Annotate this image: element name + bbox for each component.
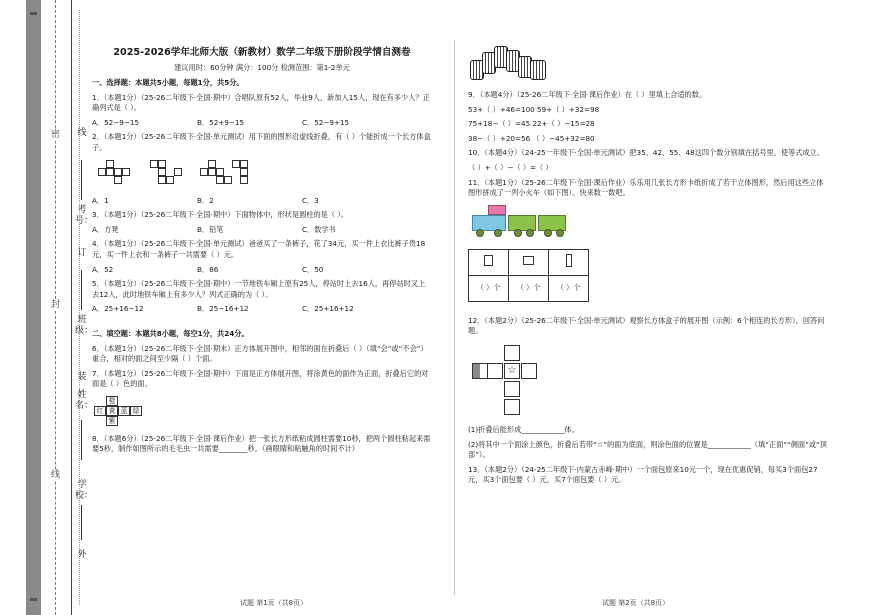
bar-notch: [30, 12, 37, 15]
question-1-options: [92, 118, 432, 129]
field-mark: 线: [77, 128, 87, 138]
field-mark: 装: [77, 372, 87, 382]
seal-char: 密: [50, 130, 60, 140]
option-a[interactable]: A．1: [92, 195, 109, 205]
section-heading: 一、选择题：本题共5小题，每题1分，共5分。: [92, 78, 244, 87]
train-car: [538, 215, 566, 231]
question-4-options: [92, 265, 432, 276]
dotted-cut-line: [79, 10, 80, 605]
question-10-equation: （ ）+（ ）−（ ）=（ ）: [468, 162, 553, 172]
option-b[interactable]: B．铅笔: [197, 224, 224, 234]
cylinder-segment: [530, 60, 546, 80]
field-mark: 外: [77, 550, 87, 560]
question-11: 11．（本题1分）（25-26二年级下·全国·课后作业）乐乐用几张长方形卡纸折成了若干立体图形，然后用这些立体图形拼成了一列小火车（如下图）。快来数一数吧。: [468, 177, 824, 198]
question-2: 2．（本题1分）（25-26二年级下·全国·单元测试）用下面的图形沿虚线折叠，有（ ）个能折成一个长方体盒子。: [92, 132, 431, 152]
train-wheel: [526, 229, 534, 237]
count-cell[interactable]: （ ）个: [509, 275, 549, 301]
field-mark: 订: [77, 248, 87, 258]
question-12: 12．（本题2分）（25-26二年级下·全国·单元测试）观察长方体盒子的展开图（示例：6个相连的长方形），回答问题。: [468, 315, 825, 336]
question-2-options: [92, 196, 432, 207]
cylinder-icon: [566, 254, 572, 267]
page-divider: [454, 40, 455, 595]
question-3-options: [92, 225, 432, 236]
field-line: [81, 160, 82, 200]
question-4: 4．（本题1分）（25-26二年级下·全国·单元测试）爸爸买了一条裤子，花了34元，买一件上衣比裤子贵18元，买一件上衣和一条裤子一共需要（ ）元。: [92, 239, 426, 259]
question-5-options: [92, 304, 432, 315]
train-wheel: [556, 229, 564, 237]
option-a[interactable]: A．方凳: [92, 224, 119, 234]
train-wheel: [544, 229, 552, 237]
student-info-column: [71, 0, 93, 615]
net-cell: 红: [94, 406, 106, 416]
net-cell: 橙: [106, 396, 118, 406]
field-line: [81, 420, 82, 460]
cuboid-icon: [523, 256, 534, 265]
section-heading: 二、填空题：本题共8小题，每空1分，共24分。: [92, 328, 249, 338]
exam-title: 2025-2026学年北师大版（新教材）数学二年级下册阶段学情自测卷: [113, 47, 411, 58]
question-8: 8．（本题6分）（25-26二年级下·全国·课后作业）把一张长方形纸粘成圆柱需要10秒，把两个圆柱粘起来需要5秒，制作如图所示的毛毛虫一共需要________秒。（画眼睛和粘触角的时间不计）: [92, 433, 431, 454]
net-cell: 绿: [130, 406, 142, 416]
shape-prism-cell: [549, 249, 589, 275]
net-cell: [504, 381, 520, 397]
field-class: 班级：: [75, 315, 94, 336]
option-b[interactable]: B．52+9−15: [197, 117, 245, 127]
binding-gray-bar: [26, 0, 41, 615]
question-9-line: 75+18−（ ）=45 22+（ ）−15=28: [468, 119, 595, 129]
field-exam-no: 考号：: [75, 205, 94, 226]
seal-column: [41, 0, 71, 615]
option-a[interactable]: A．25+16−12: [92, 304, 144, 314]
bar-notch: [30, 598, 37, 601]
seal-char: 封: [50, 300, 60, 310]
train-wheel: [494, 229, 502, 237]
question-7-cube-net: [92, 394, 432, 430]
train-wheel: [476, 229, 484, 237]
question-9-line: 38−（ ）+20=56 （ ）−45+32=80: [468, 133, 595, 143]
train-chimney: [488, 205, 506, 215]
question-6: 6．（本题1分）（25-26二年级下·全国·期末）正方体展开图中，相邻的面在折叠后（ ）（填“会”或“不会”）重合，相对的面之间至少隔（ ）个面。: [92, 343, 428, 364]
field-line: [81, 270, 82, 310]
count-cell[interactable]: （ ）个: [469, 275, 509, 301]
train-wheel: [514, 229, 522, 237]
question-12-box-net: [468, 341, 828, 421]
train-car: [508, 215, 536, 231]
option-c[interactable]: C．50: [302, 264, 324, 274]
question-2-nets-figure: [92, 158, 432, 192]
option-c[interactable]: C．数学书: [302, 224, 336, 234]
net-cell: 紫: [106, 416, 118, 426]
option-a[interactable]: A．52: [92, 264, 114, 274]
question-12-part-1: (1)折叠后能形成____________体。: [468, 424, 579, 434]
question-5: 5．（本题1分）（25-26二年级下·全国·期中）一节地铁车厢上原有25人，停站时上去16人，再停站时又上去12人，此时地铁车厢上有多少人？列式正确的为（ ）。: [92, 279, 426, 299]
field-line: [81, 505, 82, 540]
option-b[interactable]: B．2: [197, 195, 214, 205]
net-cell: 黄: [106, 406, 118, 416]
question-3: 3．（本题1分）（25-26二年级下·全国·期中）下面物体中，形状是圆柱的是（ ）。: [92, 210, 349, 220]
option-c[interactable]: C．52−9+15: [302, 117, 350, 127]
question-10: 10．（本题4分）（24-25一年级下·全国·单元测试）把35、42、55、48这四个数分别填在括号里，使等式成立。: [468, 148, 825, 158]
net-cell: [504, 345, 520, 361]
toy-train-figure: [468, 203, 828, 243]
footer-page-1: 试题 第1页（共8页）: [240, 599, 308, 607]
net-cell-shaded: [472, 363, 488, 379]
question-12-part-2: (2)将其中一个面涂上颜色，折叠后若带“☆”的面为底面，则涂色面的位置是____________（填“正面”“侧面”或“顶部”）。: [468, 439, 827, 460]
net-cell: [521, 363, 537, 379]
field-school: 学校：: [75, 480, 94, 501]
option-c[interactable]: C．3: [302, 195, 319, 205]
question-13: 13．（本题2分）（24-25二年级下·内蒙古赤峰·期中）一个面包原来10元一个，现在优惠促销，每买3个面包27元，买3个面包要（ ）元，买7个面包要（ ）元。: [468, 464, 818, 485]
question-7: 7．（本题1分）（25-26二年级下·全国·期中）下面是正方体展开图，将涂黄色的面作为正面，折叠后它的对面是（ ）色的面。: [92, 368, 429, 389]
option-c[interactable]: C．25+16+12: [302, 304, 354, 314]
option-b[interactable]: B．25−16+12: [197, 304, 249, 314]
page-right: [468, 40, 828, 486]
net-cell-star: ☆: [504, 363, 520, 379]
question-11-count-table: [468, 249, 589, 302]
net-cell: [487, 363, 503, 379]
question-1: 1．（本题1分）（25-26二年级下·全国·期中）合唱队原有52人，毕业9人，新加入15人，现在有多少人？正确列式是（ ）。: [92, 92, 430, 113]
shape-box-cell: [509, 249, 549, 275]
option-b[interactable]: B．86: [197, 264, 219, 274]
net-cell: [504, 399, 520, 415]
net-cell: 蓝: [118, 406, 130, 416]
footer-page-2: 试题 第2页（共8页）: [602, 599, 670, 607]
exam-subtitle: 建议用时：60分钟 满分：100分 检测范围：第1-2单元: [174, 63, 350, 72]
question-9: 9．（本题4分）（25-26二年级下·全国·课后作业）在（ ）里填上合适的数。: [468, 90, 707, 99]
cube-icon: [484, 255, 493, 266]
shape-cube-cell: [469, 249, 509, 275]
train-engine: [472, 215, 506, 231]
seal-char: 线: [50, 470, 60, 480]
question-9-line: 53+（ ）+46=100 59+（ ）+32=98: [468, 104, 600, 114]
page-left: [92, 40, 432, 455]
caterpillar-figure: [468, 42, 828, 86]
count-cell[interactable]: （ ）个: [549, 275, 589, 301]
field-name: 姓名：: [75, 390, 94, 411]
option-a[interactable]: A．52−9−15: [92, 117, 140, 127]
